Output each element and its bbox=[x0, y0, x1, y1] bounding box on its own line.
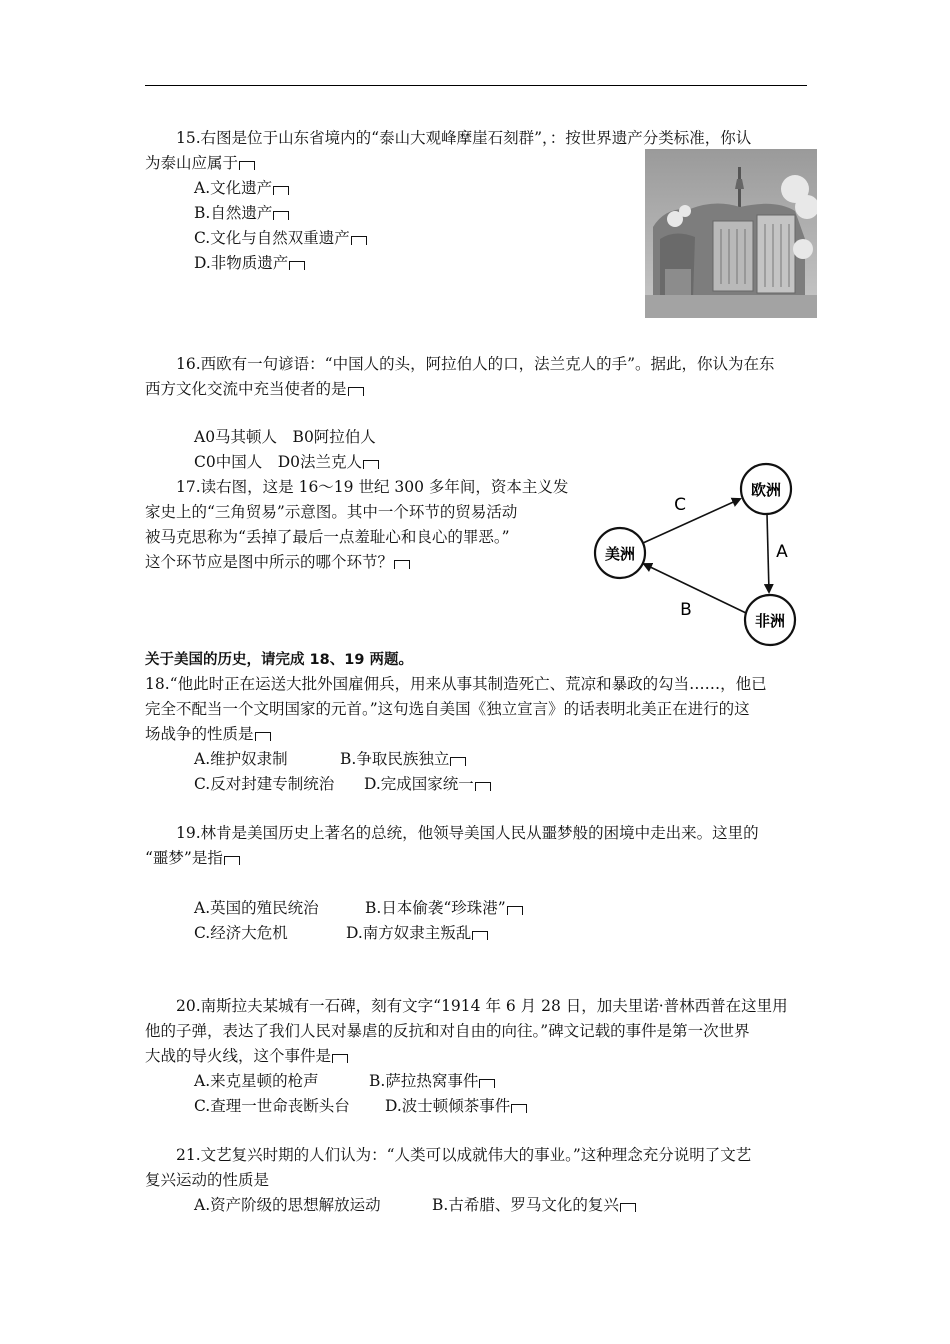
q15-option-d: D.非物质遗产 bbox=[194, 253, 305, 273]
america-label: 美洲 bbox=[604, 545, 636, 563]
q15-option-c: C.文化与自然双重遗产 bbox=[194, 228, 367, 248]
taishan-stone-carving-photo bbox=[645, 149, 817, 318]
q20-option-d: D.波士顿倾茶事件 bbox=[385, 1096, 527, 1116]
answer-blank bbox=[255, 732, 271, 741]
q15-stem-line1: 15.右图是位于山东省境内的“泰山大观峰摩崖石刻群”，：按世界遗产分类标准，你认 bbox=[176, 129, 752, 147]
header-rule bbox=[145, 85, 807, 86]
q15-option-b: B.自然遗产 bbox=[194, 203, 289, 223]
q17-stem-line4: 这个环节应是图中所示的哪个环节？ bbox=[145, 552, 410, 572]
q19-option-b: B.日本偷袭“珍珠港” bbox=[365, 898, 523, 918]
answer-blank bbox=[289, 261, 305, 270]
answer-blank bbox=[479, 1079, 495, 1088]
q16-stem-line2: 西方文化交流中充当使者的是 bbox=[145, 379, 364, 399]
q17-stem-line3: 被马克思称为“丢掉了最后一点羞耻心和良心的罪恶。” bbox=[145, 528, 510, 546]
answer-blank bbox=[273, 211, 289, 220]
edge-b-arrow bbox=[644, 564, 746, 613]
answer-blank bbox=[472, 931, 488, 940]
answer-blank bbox=[363, 460, 379, 469]
q19-stem-line1: 19.林肯是美国历史上著名的总统，他领导美国人民从噩梦般的困境中走出来。这里的 bbox=[176, 824, 759, 842]
europe-label: 欧洲 bbox=[750, 481, 782, 499]
answer-blank bbox=[273, 186, 289, 195]
edge-b-label: B bbox=[680, 600, 692, 620]
q18-option-a: A.维护奴隶制 bbox=[194, 750, 288, 768]
q20-stem-line3: 大战的导火线，这个事件是 bbox=[145, 1046, 348, 1066]
answer-blank bbox=[394, 560, 410, 569]
q18-stem-line3: 场战争的性质是 bbox=[145, 724, 271, 744]
q17-stem-line1: 17.读右图，这是 16～19 世纪 300 多年间，资本主义发 bbox=[176, 478, 569, 496]
answer-blank bbox=[332, 1054, 348, 1063]
section-heading: 关于美国的历史，请完成 18、19 两题。 bbox=[145, 652, 413, 668]
answer-blank bbox=[348, 387, 364, 396]
q21-option-a: A.资产阶级的思想解放运动 bbox=[194, 1196, 381, 1214]
q18-stem-line2: 完全不配当一个文明国家的元首。”这句选自美国《独立宣言》的话表明北美正在进行的这 bbox=[145, 700, 750, 718]
africa-label: 非洲 bbox=[754, 612, 786, 630]
q19-option-d: D.南方奴隶主叛乱 bbox=[346, 923, 488, 943]
answer-blank bbox=[507, 906, 523, 915]
q18-option-b: B.争取民族独立 bbox=[340, 749, 466, 769]
q20-option-b: B.萨拉热窝事件 bbox=[369, 1071, 495, 1091]
answer-blank bbox=[620, 1203, 636, 1212]
edge-c-label: C bbox=[674, 495, 686, 515]
edge-a-arrow bbox=[767, 514, 769, 592]
q18-option-d: D.完成国家统一 bbox=[364, 774, 491, 794]
q20-option-c: C.查理一世命丧断头台 bbox=[194, 1097, 350, 1115]
answer-blank bbox=[450, 757, 466, 766]
q15-stem-line2: 为泰山应属于 bbox=[145, 153, 255, 173]
edge-a-label: A bbox=[776, 542, 788, 562]
q21-stem-line2: 复兴运动的性质是 bbox=[145, 1171, 270, 1189]
q16-options-ab: A0马其顿人 B0阿拉伯人 bbox=[194, 428, 376, 446]
answer-blank bbox=[351, 236, 367, 245]
q15-option-a: A.文化遗产 bbox=[194, 178, 289, 198]
q19-stem-line2: “噩梦”是指 bbox=[145, 848, 240, 868]
triangle-trade-diagram bbox=[586, 460, 812, 650]
q21-stem-line1: 21.文艺复兴时期的人们认为：“人类可以成就伟大的事业。”这种理念充分说明了文艺 bbox=[176, 1146, 752, 1164]
q20-stem-line1: 20.南斯拉夫某城有一石碑，刻有文字“1914 年 6 月 28 日，加夫里诺·普林西普在这里用 bbox=[176, 997, 788, 1015]
q18-option-c: C.反对封建专制统治 bbox=[194, 775, 335, 793]
q19-option-a: A.英国的殖民统治 bbox=[194, 899, 319, 917]
answer-blank bbox=[239, 161, 255, 170]
q20-option-a: A.来克星顿的枪声 bbox=[194, 1072, 319, 1090]
answer-blank bbox=[475, 782, 491, 791]
q19-option-c: C.经济大危机 bbox=[194, 924, 288, 942]
q21-option-b: B.古希腊、罗马文化的复兴 bbox=[432, 1195, 636, 1215]
answer-blank bbox=[224, 856, 240, 865]
q16-options-cd: C0中国人 D0法兰克人 bbox=[194, 452, 379, 472]
q20-stem-line2: 他的子弹，表达了我们人民对暴虐的反抗和对自由的向往。”碑文记载的事件是第一次世界 bbox=[145, 1022, 750, 1040]
q17-stem-line2: 家史上的“三角贸易”示意图。其中一个环节的贸易活动 bbox=[145, 503, 518, 521]
q18-stem-line1: 18.“他此时正在运送大批外国雇佣兵，用来从事其制造死亡、荒凉和暴政的勾当……，他已 bbox=[145, 675, 767, 693]
q16-stem-line1: 16.西欧有一句谚语：“中国人的头，阿拉伯人的口，法兰克人的手”。据此，你认为在东 bbox=[176, 355, 775, 373]
edge-c-arrow bbox=[643, 499, 740, 543]
answer-blank bbox=[511, 1104, 527, 1113]
